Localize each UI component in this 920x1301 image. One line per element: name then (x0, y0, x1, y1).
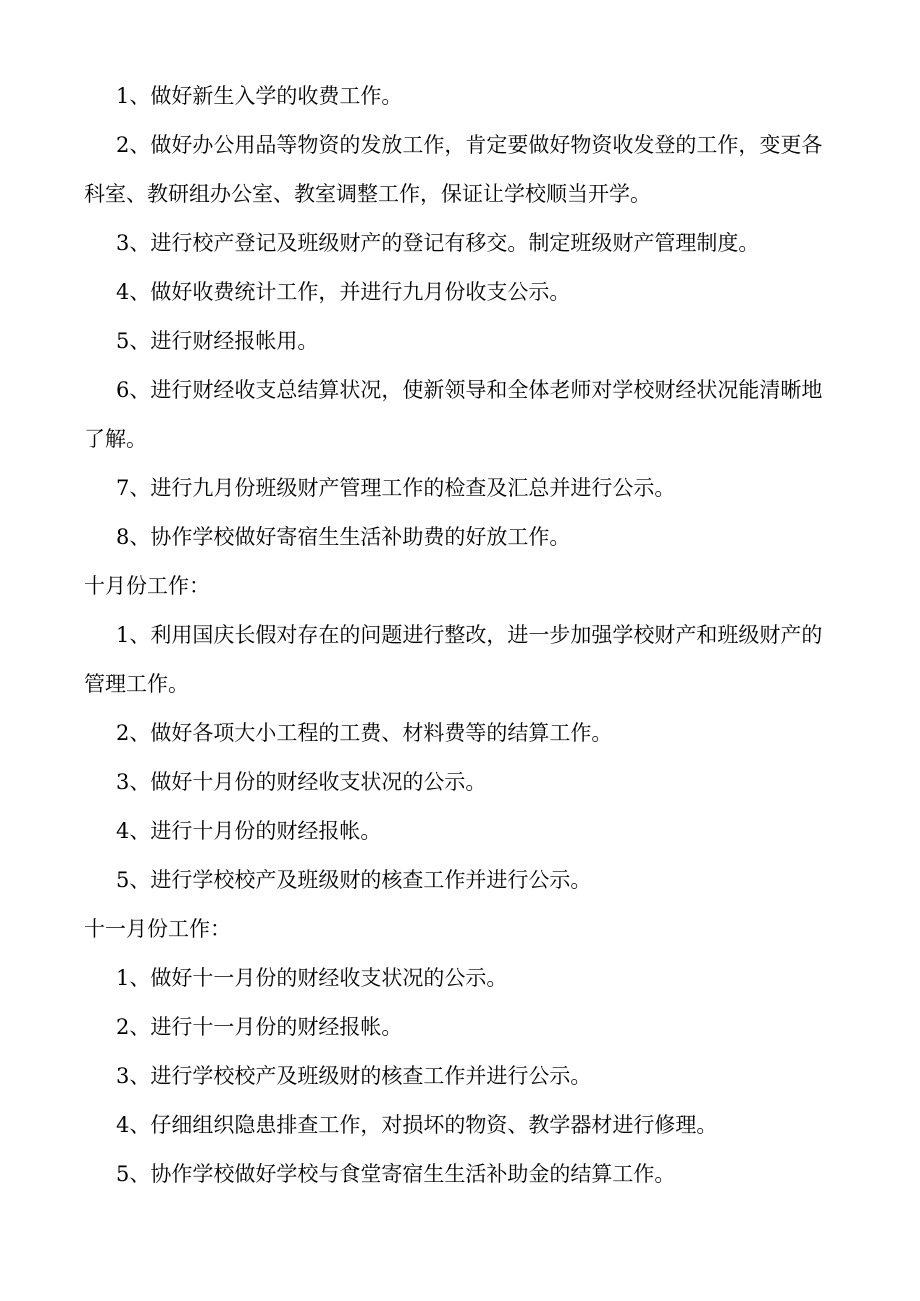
list-item: 3、进行校产登记及班级财产的登记有移交。制定班级财产管理制度。 (116, 231, 760, 255)
section-heading-november: 十一月份工作： (84, 917, 231, 941)
list-item: 4、仔细组织隐患排查工作，对损坏的物资、教学器材进行修理。 (116, 1113, 718, 1137)
list-item: 2、做好各项大小工程的工费、材料费等的结算工作。 (116, 721, 613, 745)
list-item: 1、利用国庆长假对存在的问题进行整改，进一步加强学校财产和班级财产的管理工作。 (84, 623, 823, 696)
list-item: 2、进行十一月份的财经报帐。 (116, 1015, 403, 1039)
document-body (84, 72, 834, 1199)
list-item: 3、进行学校校产及班级财的核查工作并进行公示。 (116, 1064, 592, 1088)
list-item: 1、做好新生入学的收费工作。 (116, 84, 403, 108)
list-item: 8、协作学校做好寄宿生生活补助费的好放工作。 (116, 525, 571, 549)
list-item: 4、做好收费统计工作，并进行九月份收支公示。 (116, 280, 571, 304)
list-item: 7、进行九月份班级财产管理工作的检查及汇总并进行公示。 (116, 476, 676, 500)
list-item: 4、进行十月份的财经报帐。 (116, 819, 382, 843)
list-item: 1、做好十一月份的财经收支状况的公示。 (116, 966, 508, 990)
list-item: 5、协作学校做好学校与食堂寄宿生生活补助金的结算工作。 (116, 1162, 676, 1186)
section-heading-october: 十月份工作： (84, 574, 210, 598)
list-item: 2、做好办公用品等物资的发放工作，肯定要做好物资收发登的工作，变更各科室、教研组办公室、教室调整工作，保证让学校顺当开学。 (84, 133, 823, 206)
list-item: 3、做好十月份的财经收支状况的公示。 (116, 770, 487, 794)
list-item: 6、进行财经收支总结算状况，使新领导和全体老师对学校财经状况能清晰地了解。 (84, 378, 823, 451)
list-item: 5、进行财经报帐用。 (116, 329, 319, 353)
list-item: 5、进行学校校产及班级财的核查工作并进行公示。 (116, 868, 592, 892)
